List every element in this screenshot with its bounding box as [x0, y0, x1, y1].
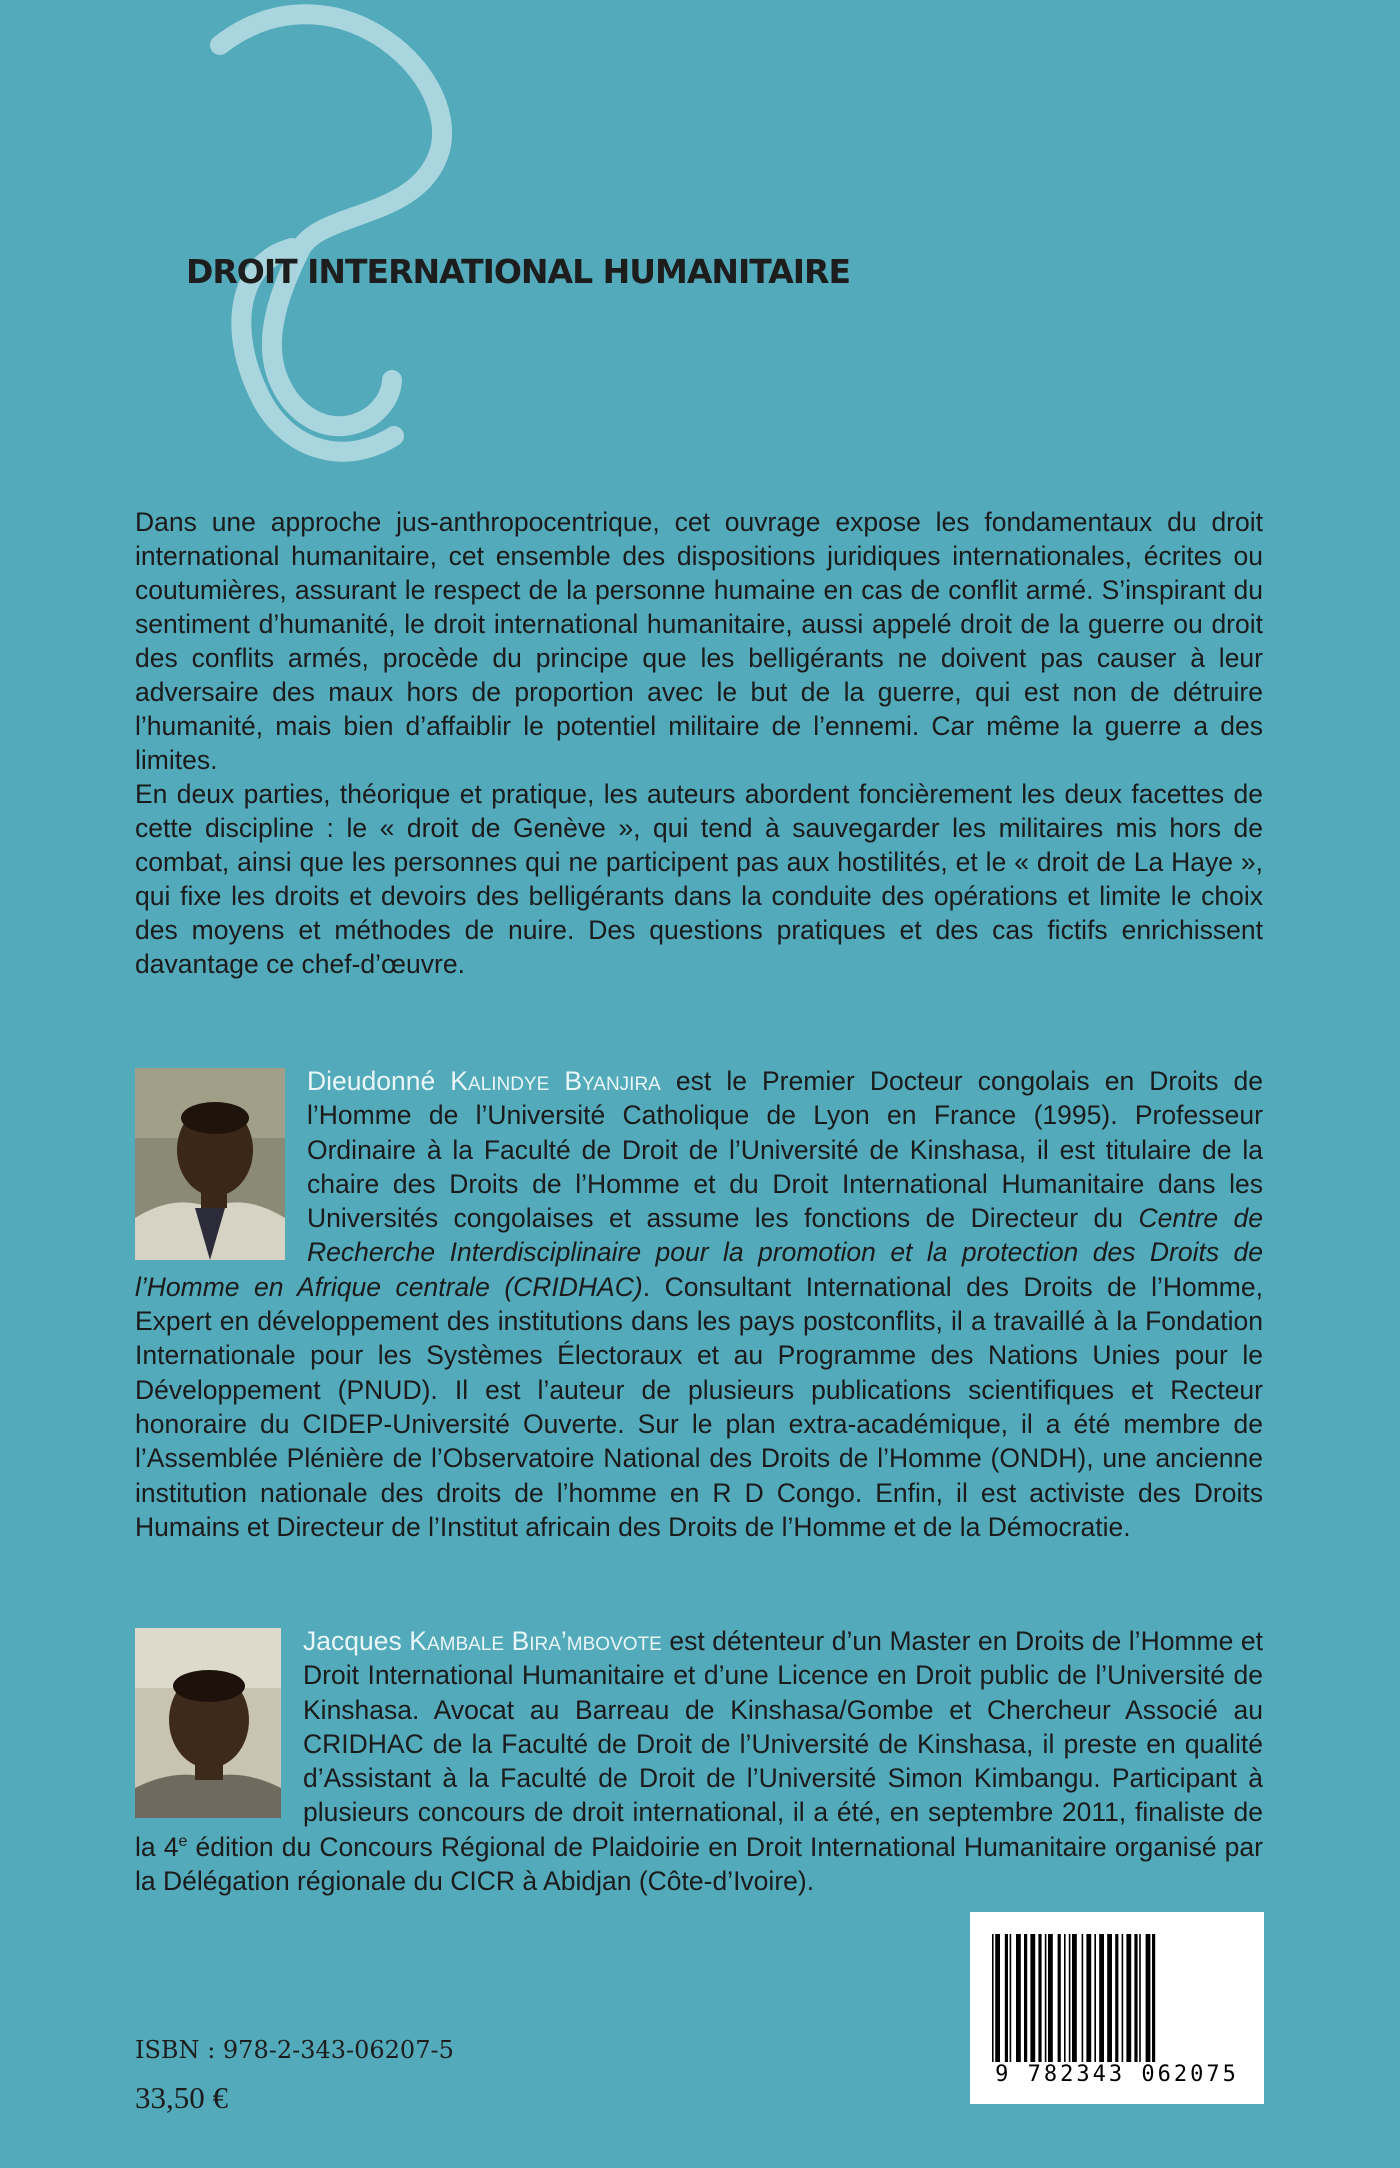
- author-photo-2: [135, 1628, 281, 1818]
- barcode-bar: [1099, 1934, 1104, 2062]
- barcode-bar: [1069, 1934, 1071, 2062]
- author-1-last-name: Kalindye Byanjira: [450, 1066, 661, 1096]
- author-2-last-name: Kambale Bira’mbovote: [409, 1626, 662, 1656]
- author-2-first-name: Jacques: [303, 1626, 402, 1656]
- barcode-bar: [1134, 1934, 1137, 2062]
- barcode-bar: [1048, 1934, 1053, 2062]
- barcode-bar: [1072, 1934, 1077, 2062]
- barcode-bar: [1010, 1934, 1012, 2062]
- barcode-bar: [1064, 1934, 1066, 2062]
- barcode-bar: [1086, 1934, 1091, 2062]
- isbn: ISBN : 978-2-343-06207-5: [135, 2036, 454, 2064]
- barcode-bar: [1122, 1934, 1124, 2062]
- barcode-bar: [1139, 1934, 1141, 2062]
- barcode-bar: [1115, 1934, 1118, 2062]
- barcode-bar: [1152, 1934, 1155, 2062]
- author-photo-1: [135, 1068, 285, 1260]
- barcode-bar: [1024, 1934, 1027, 2062]
- series-title: DROIT INTERNATIONAL HUMANITAIRE: [186, 252, 851, 291]
- author-1-first-name: Dieudonné: [307, 1066, 436, 1096]
- barcode-bar: [1005, 1934, 1008, 2062]
- author-1-bio-text-cont: . Consultant International des Droits de l’Homme, Expert en développement des institutions dans les pays postconflits, il a travaillé à la Fondation Internationale pour les Systèmes Électoraux et au Programme des Nations Unies pour le Développement (PNUD). Il est l’auteur de plusieurs publications scientifiques et Recteur honoraire du CIDEP-Université Ouverte. Sur le plan extra-académique, il a été membre de l’Assemblée Plénière de l’Observatoire National des Droits de l’Homme (ONDH), une ancienne institution nationale des droits de l’homme en R D Congo. Enfin, il est activiste des Droits Humains et Directeur de l’Institut africain des Droits de l’Homme et de la Démocratie.: [135, 1271, 1263, 1542]
- author-1-bio-text: est le Premier Docteur congolais en Droits de l’Homme de l’Université Catholique de Lyon en France (1995). Professeur Ordinaire à la Faculté de Droit de l’Université de Kinshasa, il est titulaire de la chaire des Droits de l’Homme et du Droit International Humanitaire dans les Universités congolaises et assume les fonctions de Directeur du: [307, 1066, 1264, 1234]
- barcode-bar: [1058, 1934, 1061, 2062]
- book-summary: [135, 505, 1263, 981]
- barcode-bar: [1045, 1934, 1047, 2062]
- barcode-bar: [1030, 1934, 1035, 2062]
- barcode-bar: [995, 1934, 1000, 2062]
- barcode-bars: [988, 1934, 1246, 2062]
- barcode-bar: [1094, 1934, 1096, 2062]
- summary-paragraph: Dans une approche jus-anthropocentrique, cet ouvrage expose les fondamentaux du droit international humanitaire, cet ensemble des dispositions juridiques internationales, écrites ou coutumières, assurant le respect de la personne humaine en cas de conflit armé. S’inspirant du sentiment d’humanité, le droit international humanitaire, aussi appelé droit de la guerre ou droit des conflits armés, procède du principe que les belligérants ne doivent pas causer à leur adversaire des maux hors de proportion avec le but de la guerre, qui est non de détruire l’humanité, mais bien d’affaiblir le potentiel militaire de l’ennemi. Car même la guerre a des limites.: [135, 507, 1263, 775]
- barcode-bar: [1126, 1934, 1131, 2062]
- author-2-bio-text: est détenteur d’un Master en Droits de l’Homme et Droit International Humanitaire et d’une Licence en Droit public de l’Université de Kinshasa. Avocat au Barreau de Kinshasa/Gombe et Chercheur Associé au CRIDHAC de la Faculté de Droit de l’Université de Kinshasa, il preste en qualité d’Assistant à la Faculté de Droit de l’Université Simon Kimbangu. Participant à plusieurs concours de droit international, il a été, en septembre 2011, finaliste de la 4: [135, 1626, 1263, 1862]
- author-2-bio-text-cont: édition du Concours Régional de Plaidoirie en Droit International Humanitaire organisé par la Délégation régionale du CICR à Abidjan (Côte-d’Ivoire).: [135, 1831, 1263, 1897]
- barcode-bar: [992, 1934, 994, 2062]
- author-1-institution: Centre de Recherche Interdisciplinaire pour la promotion et la protection des Droits de l’Homme en Afrique centrale (CRIDHAC): [135, 1203, 1263, 1302]
- barcode-bar: [1082, 1934, 1084, 2062]
- barcode-bar: [1038, 1934, 1041, 2062]
- summary-paragraph: En deux parties, théorique et pratique, les auteurs abordent foncièrement les deux facettes de cette discipline : le « droit de Genève », qui tend à sauvegarder les militaires mis hors de combat, ainsi que les personnes qui ne participent pas aux hostilités, et le « droit de La Haye », qui fixe les droits et devoirs des belligérants dans la conduite des opérations et limite le choix des moyens et méthodes de nuire. Des questions pratiques et des cas fictifs enrichissent davantage ce chef-d’œuvre.: [135, 779, 1263, 979]
- author-2-superscript: e: [178, 1832, 188, 1850]
- barcode-bar: [1107, 1934, 1112, 2062]
- price: 33,50 €: [135, 2080, 228, 2115]
- barcode-bar: [1146, 1934, 1151, 2062]
- author-bio-1: [135, 1064, 1263, 1544]
- barcode: [970, 1912, 1264, 2104]
- barcode-digits: 9 782343 062075: [995, 2062, 1239, 2087]
- barcode-bar: [1016, 1934, 1021, 2062]
- author-bio-2: [135, 1624, 1263, 1898]
